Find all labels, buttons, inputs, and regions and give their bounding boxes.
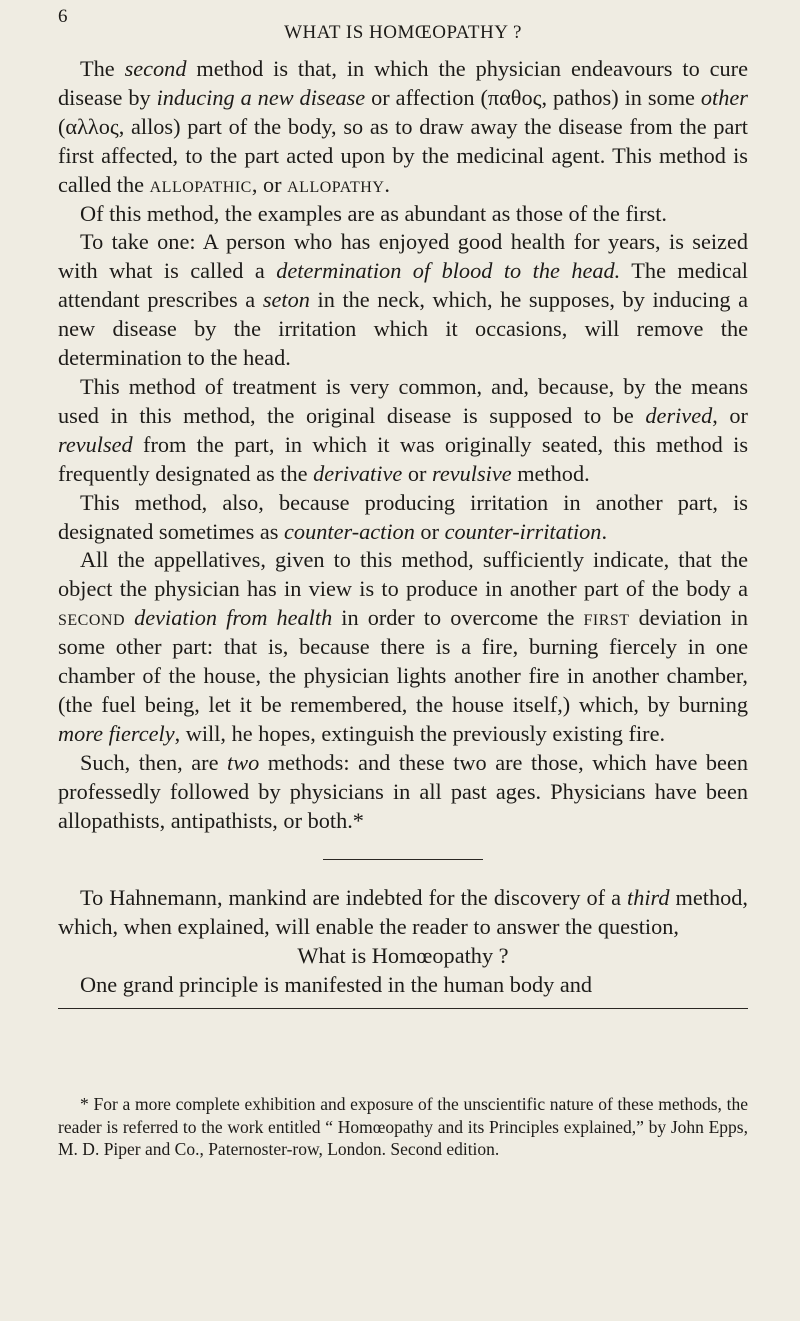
section-divider xyxy=(323,859,483,860)
running-title: WHAT IS HOMŒOPATHY ? xyxy=(284,22,522,43)
page-number: 6 xyxy=(58,6,68,27)
paragraph-grand-principle: One grand principle is manifested in the human body and xyxy=(80,972,593,998)
paragraph-derivative: This method of treatment is very common, and, because, by the means used in this method, the original disease is supposed to be derived, or revulsed from the part, in which it was originally seated, this method is frequently designated as the derivative or revulsive method. xyxy=(58,373,748,486)
paragraph-counter-irritation: This method, also, because producing irritation in another part, is designated sometimes as counter-action or counter-irritation. xyxy=(58,489,748,544)
paragraph-appellatives: All the appellatives, given to this method, sufficiently indicate, that the object the physician has in view is to produce in another part of the body a second deviation from health in order to overcome the first deviation in some other part: that is, because there is a fire, burning fiercely in one chamber of the house, the physician lights another fire in another chamber, (the fuel being, let it be remembered, the house itself,) which, by burning more fiercely, will, he hopes, extinguish the previously existing fire. xyxy=(58,547,748,746)
paragraph-two-methods: Such, then, are two methods: and these two are those, which have been professedly followed by physicians in all past ages. Physicians have been allopathists, antipathists, or both.* xyxy=(58,749,748,833)
paragraph-examples: Of this method, the examples are as abundant as those of the first. xyxy=(80,200,667,226)
paragraph-example-seton: To take one: A person who has enjoyed good health for years, is seized with what is called a determination of blood to the head. The medical attendant prescribes a seton in the neck, which, he supposes, by inducing a new disease by the irritation which it occasions, will remove the determination to the head. xyxy=(58,229,748,371)
footnote-text: * For a more complete exhibition and exposure of the unscientific nature of these methods, the reader is referred to the work entitled “ Homœopathy and its Principles explained,” by John Epps, M. D. Piper and Co., Paternoster-row, London. Second edition. xyxy=(58,1094,748,1159)
paragraph-hahnemann: To Hahnemann, mankind are indebted for the discovery of a third method, which, when explained, will enable the reader to answer the question, xyxy=(58,885,749,940)
footnote-divider xyxy=(58,1008,748,1009)
paragraph-second-method: The second method is that, in which the physician endeavours to cure disease by inducing a new disease or affection (παθος, pathos) in some other (αλλος, allos) part of the body, so as to draw away the disease from the part first affected, to the part acted upon by the medicinal agent. This method is called the allopathic, or allopathy. xyxy=(58,56,748,197)
question-heading: What is Homœopathy ? xyxy=(297,943,509,969)
footnote xyxy=(58,1093,748,1161)
body-text xyxy=(58,55,748,1009)
